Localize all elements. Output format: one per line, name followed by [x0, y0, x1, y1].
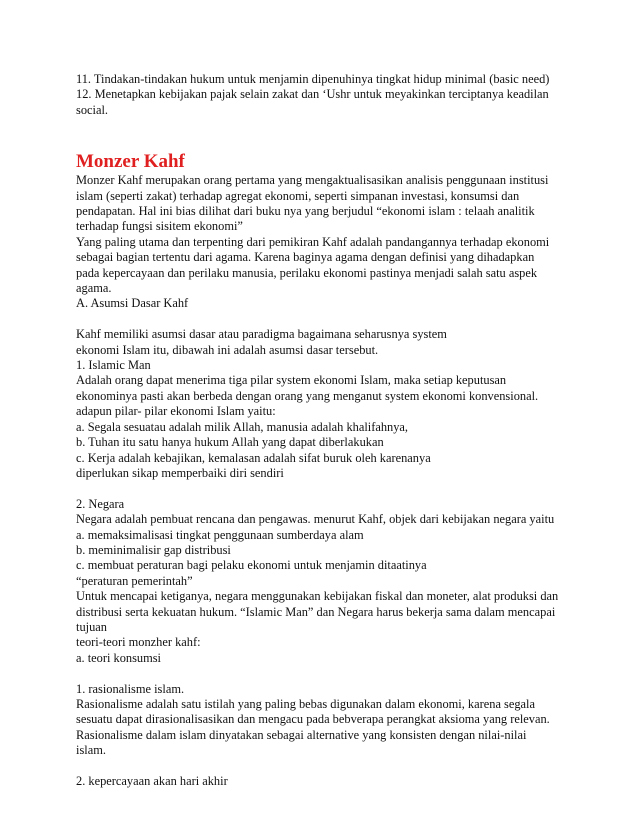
- text-line: a. Segala sesuatau adalah milik Allah, manusia adalah khalifahnya,: [76, 419, 409, 434]
- text-line: a. teori konsumsi: [76, 650, 162, 665]
- text-line: agama.: [76, 281, 112, 296]
- text-line: Monzer Kahf merupakan orang pertama yang mengaktualisasikan analisis penggunaan institusi: [76, 173, 549, 188]
- text-line: tujuan: [76, 619, 107, 634]
- text-line: Rasionalisme dalam islam dinyatakan sebagai alternative yang konsisten dengan nilai-nilai: [76, 727, 527, 742]
- text-line: pada kepercayaan dan perilaku manusia, perilaku ekonomi pastinya menjadi salah satu aspek: [76, 265, 538, 280]
- blank-line: [76, 312, 576, 327]
- text-line: Negara adalah pembuat rencana dan pengawas. menurut Kahf, objek dari kebijakan negara yaitu: [76, 512, 555, 527]
- text-line: Kahf memiliki asumsi dasar atau paradigma bagaimana seharusnya system: [76, 327, 447, 342]
- text-line: teori-teori monzher kahf:: [76, 635, 201, 650]
- text-line: diperlukan sikap memperbaiki diri sendiri: [76, 465, 284, 480]
- section-heading: Monzer Kahf: [76, 151, 185, 173]
- blank-line: [76, 759, 576, 774]
- blank-line: [76, 666, 576, 681]
- text-line: ekonomi Islam itu, dibawah ini adalah asumsi dasar tersebut.: [76, 342, 379, 357]
- text-line: 1. rasionalisme islam.: [76, 681, 185, 696]
- text-line: terhadap fungsi sisitem ekonomi”: [76, 219, 243, 234]
- text-line: 1. Islamic Man: [76, 358, 151, 373]
- spacer: [76, 118, 576, 149]
- text-line: b. meminimalisir gap distribusi: [76, 542, 231, 557]
- text-line: pendapatan. Hal ini bias dilihat dari buku nya yang berjudul “ekonomi islam : telaah analitik: [76, 204, 535, 219]
- blank-line: [76, 481, 576, 496]
- text-line: 12. Menetapkan kebijakan pajak selain zakat dan ‘Ushr untuk meyakinkan terciptanya keadilan: [76, 87, 549, 102]
- body-text: [76, 173, 576, 789]
- intro-paragraph: [76, 72, 576, 118]
- text-line: b. Tuhan itu satu hanya hukum Allah yang dapat diberlakukan: [76, 435, 384, 450]
- text-line: Yang paling utama dan terpenting dari pemikiran Kahf adalah pandangannya terhadap ekonomi: [76, 234, 550, 249]
- text-line: adapun pilar- pilar ekonomi Islam yaitu:: [76, 404, 276, 419]
- document-page: [76, 72, 576, 789]
- text-line: Adalah orang dapat menerima tiga pilar system ekonomi Islam, maka setiap keputusan: [76, 373, 507, 388]
- text-line: social.: [76, 102, 108, 117]
- text-line: Rasionalisme adalah satu istilah yang paling bebas digunakan dalam ekonomi, karena segala: [76, 696, 536, 711]
- text-line: a. memaksimalisasi tingkat penggunaan sumberdaya alam: [76, 527, 364, 542]
- text-line: sesuatu dapat dirasionalisasikan dan mengacu pada bebverapa perangkat aksioma yang relevan.: [76, 712, 550, 727]
- text-line: c. Kerja adalah kebajikan, kemalasan adalah sifat buruk oleh karenanya: [76, 450, 431, 465]
- text-line: distribusi serta kekuatan hukum. “Islamic Man” dan Negara harus bekerja sama dalam mencapai: [76, 604, 556, 619]
- text-line: c. membuat peraturan bagi pelaku ekonomi untuk menjamin ditaatinya: [76, 558, 427, 573]
- text-line: 2. Negara: [76, 496, 125, 511]
- text-line: A. Asumsi Dasar Kahf: [76, 296, 189, 311]
- text-line: islam (seperti zakat) terhadap agregat ekonomi, seperti simpanan investasi, konsumsi dan: [76, 188, 520, 203]
- text-line: 11. Tindakan-tindakan hukum untuk menjamin dipenuhinya tingkat hidup minimal (basic need): [76, 72, 550, 86]
- text-line: 2. kepercayaan akan hari akhir: [76, 774, 228, 788]
- text-line: Untuk mencapai ketiganya, negara menggunakan kebijakan fiskal dan moneter, alat produksi dan: [76, 589, 559, 604]
- text-line: islam.: [76, 743, 106, 758]
- text-line: sebagai bagian tertentu dari agama. Karena baginya agama dengan definisi yang dihadapkan: [76, 250, 535, 265]
- text-line: “peraturan pemerintah”: [76, 573, 193, 588]
- text-line: ekonominya pasti akan berbeda dengan orang yang menganut system ekonomi konvensional.: [76, 388, 539, 403]
